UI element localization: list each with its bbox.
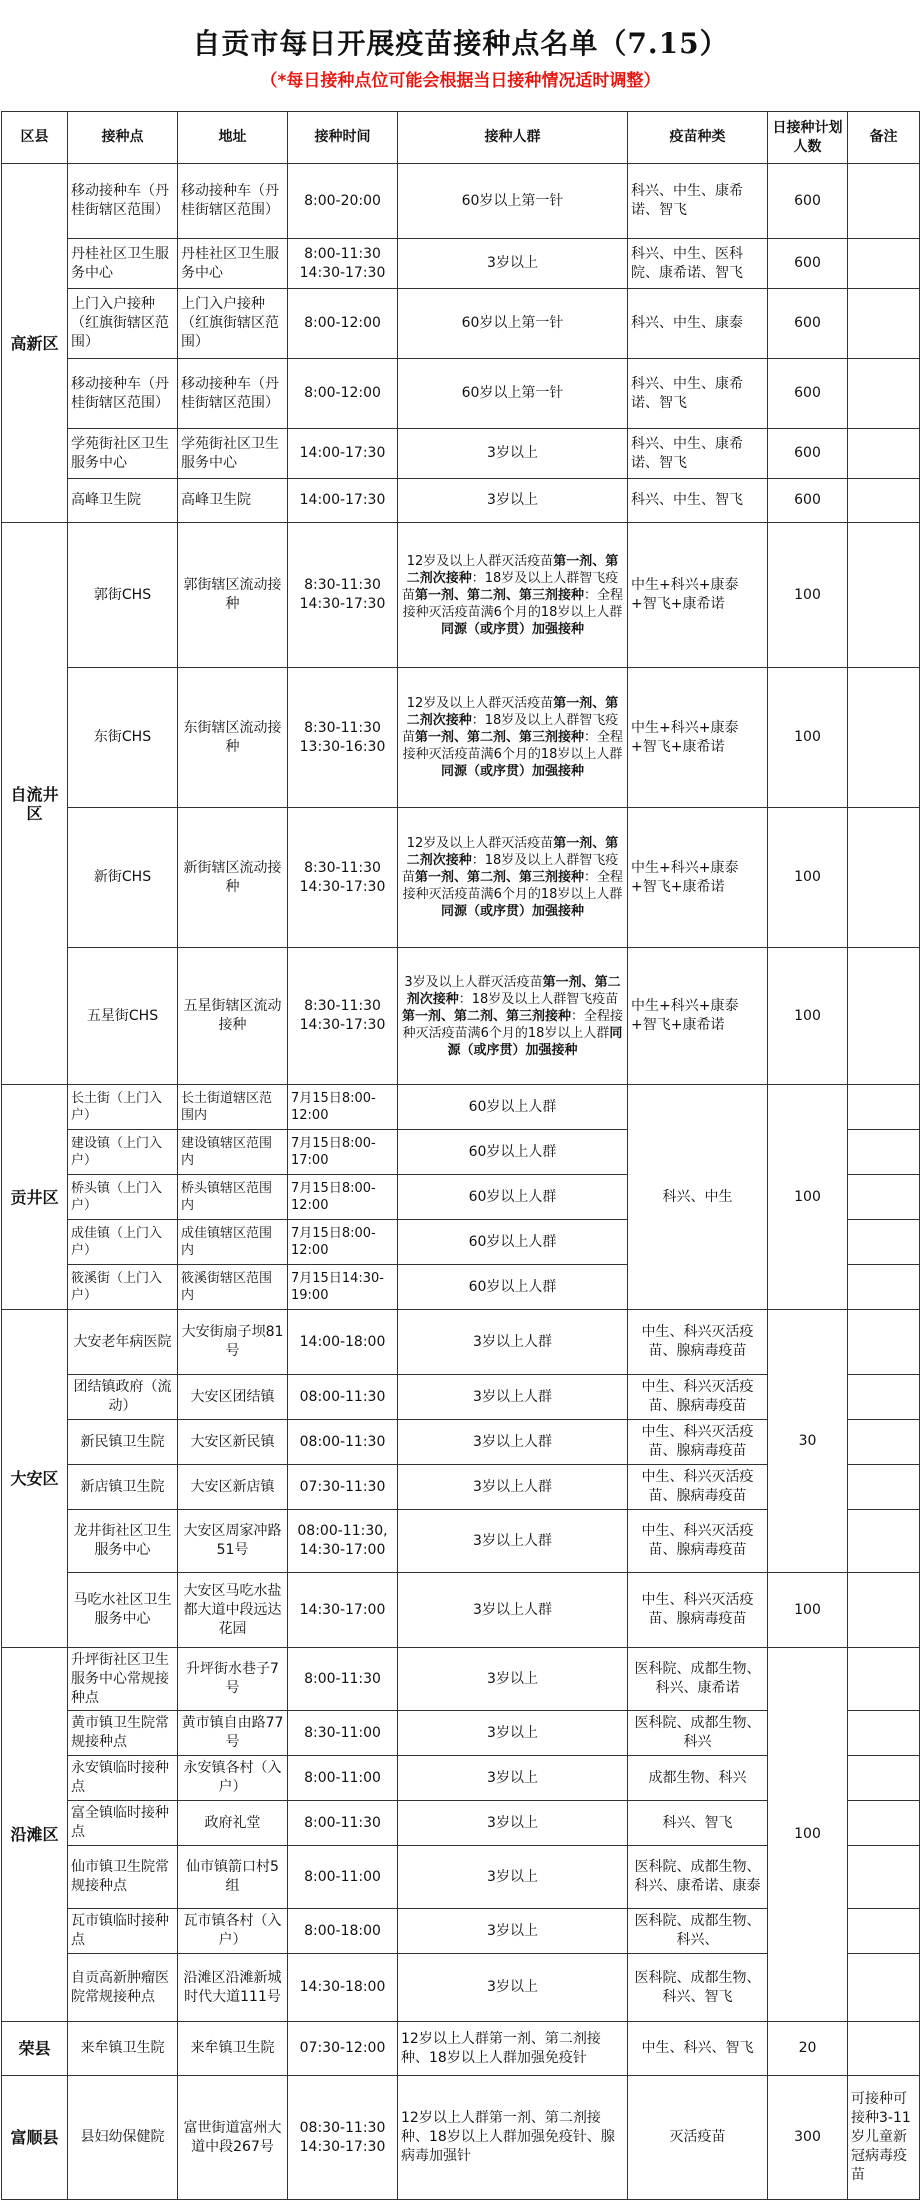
note-cell [848, 1130, 920, 1175]
plan-cell: 600 [768, 239, 848, 289]
crowd-cell: 3岁以上 [398, 239, 628, 289]
plan-cell: 300 [768, 2076, 848, 2200]
table-row [2, 808, 920, 948]
site-cell: 新街CHS [68, 808, 178, 948]
site-cell: 上门入户接种（红旗街辖区范围） [68, 289, 178, 359]
note-cell [848, 1220, 920, 1265]
table-row [2, 1648, 920, 1711]
note-cell [848, 479, 920, 523]
crowd-cell: 60岁以上第一针 [398, 289, 628, 359]
address-cell: 东街辖区流动接种 [178, 668, 288, 808]
site-cell: 筱溪街（上门入户） [68, 1265, 178, 1310]
site-cell: 自贡高新肿瘤医院常规接种点 [68, 1954, 178, 2022]
note-cell [848, 668, 920, 808]
time-cell: 7月15日14:30-19:00 [288, 1265, 398, 1310]
note-cell [848, 359, 920, 429]
table-row [2, 668, 920, 808]
crowd-cell: 12岁以上人群第一剂、第二剂接种、18岁以上人群加强免疫针、腺病毒加强针 [398, 2076, 628, 2200]
time-cell: 7月15日8:00-12:00 [288, 1085, 398, 1130]
crowd-cell: 3岁以上 [398, 1801, 628, 1846]
address-cell: 大安区团结镇 [178, 1375, 288, 1420]
vaccine-cell: 科兴、中生 [628, 1085, 768, 1310]
note-cell [848, 1648, 920, 1711]
site-cell: 长土街（上门入户） [68, 1085, 178, 1130]
site-cell: 桥头镇（上门入户） [68, 1175, 178, 1220]
site-cell: 来牟镇卫生院 [68, 2022, 178, 2076]
vaccine-cell: 中生+科兴+康泰+智飞+康希诺 [628, 808, 768, 948]
vaccine-cell: 科兴、中生、康泰 [628, 289, 768, 359]
address-cell: 来牟镇卫生院 [178, 2022, 288, 2076]
table-row [2, 239, 920, 289]
header-time: 接种时间 [288, 112, 398, 164]
crowd-cell: 3岁以上 [398, 1909, 628, 1954]
address-cell: 丹桂社区卫生服务中心 [178, 239, 288, 289]
site-cell: 丹桂社区卫生服务中心 [68, 239, 178, 289]
plan-cell: 30 [768, 1310, 848, 1573]
site-cell: 县妇幼保健院 [68, 2076, 178, 2200]
crowd-cell: 3岁及以上人群灭活疫苗第一剂、第二剂次接种：18岁及以上人群智飞疫苗第一剂、第二剂、第三剂接种：全程接种灭活疫苗满6个月的18岁以上人群同源（或序贯）加强接种 [398, 948, 628, 1085]
address-cell: 瓦市镇各村（入户） [178, 1909, 288, 1954]
site-cell: 新民镇卫生院 [68, 1420, 178, 1465]
note-cell [848, 429, 920, 479]
address-cell: 学苑街社区卫生服务中心 [178, 429, 288, 479]
crowd-cell: 3岁以上人群 [398, 1510, 628, 1573]
note-cell [848, 523, 920, 668]
time-cell: 07:30-12:00 [288, 2022, 398, 2076]
vaccine-cell: 中生、科兴、智飞 [628, 2022, 768, 2076]
vaccine-cell: 科兴、智飞 [628, 1801, 768, 1846]
district-cell: 沿滩区 [2, 1648, 68, 2022]
crowd-cell: 60岁以上第一针 [398, 164, 628, 239]
time-cell: 8:00-11:30 [288, 1801, 398, 1846]
time-cell: 8:00-18:00 [288, 1909, 398, 1954]
address-cell: 上门入户接种（红旗街辖区范围） [178, 289, 288, 359]
crowd-cell: 3岁以上 [398, 1648, 628, 1711]
note-cell [848, 1846, 920, 1909]
time-cell: 8:30-11:30 14:30-17:30 [288, 523, 398, 668]
address-cell: 桥头镇辖区范围内 [178, 1175, 288, 1220]
time-cell: 14:00-18:00 [288, 1310, 398, 1375]
time-cell: 07:30-11:30 [288, 1465, 398, 1510]
time-cell: 7月15日8:00-17:00 [288, 1130, 398, 1175]
crowd-cell: 60岁以上人群 [398, 1175, 628, 1220]
time-cell: 8:00-11:00 [288, 1846, 398, 1909]
site-cell: 学苑街社区卫生服务中心 [68, 429, 178, 479]
plan-cell: 100 [768, 1085, 848, 1310]
vaccine-cell: 中生、科兴灭活疫苗、腺病毒疫苗 [628, 1420, 768, 1465]
vaccine-cell: 中生、科兴灭活疫苗、腺病毒疫苗 [628, 1510, 768, 1573]
table-row [2, 523, 920, 668]
address-cell: 郭街辖区流动接种 [178, 523, 288, 668]
vaccine-cell: 科兴、中生、智飞 [628, 479, 768, 523]
site-cell: 成佳镇（上门入户） [68, 1220, 178, 1265]
plan-cell: 600 [768, 429, 848, 479]
vaccine-cell: 医科院、成都生物、科兴 [628, 1711, 768, 1756]
time-cell: 08:00-11:30 [288, 1420, 398, 1465]
site-cell: 新店镇卫生院 [68, 1465, 178, 1510]
site-cell: 郭街CHS [68, 523, 178, 668]
address-cell: 筱溪街辖区范围内 [178, 1265, 288, 1310]
district-cell: 富顺县 [2, 2076, 68, 2200]
crowd-cell: 3岁以上人群 [398, 1310, 628, 1375]
address-cell: 富世街道富州大道中段267号 [178, 2076, 288, 2200]
crowd-cell: 60岁以上人群 [398, 1085, 628, 1130]
header-crowd: 接种人群 [398, 112, 628, 164]
address-cell: 沿滩区沿滩新城时代大道111号 [178, 1954, 288, 2022]
crowd-cell: 12岁及以上人群灭活疫苗第一剂、第二剂次接种：18岁及以上人群智飞疫苗第一剂、第二剂、第三剂接种：全程接种灭活疫苗满6个月的18岁以上人群同源（或序贯）加强接种 [398, 523, 628, 668]
district-cell: 荣县 [2, 2022, 68, 2076]
header-plan: 日接种计划人数 [768, 112, 848, 164]
address-cell: 大安区马吃水盐都大道中段远达花园 [178, 1573, 288, 1648]
note-cell [848, 164, 920, 239]
time-cell: 8:30-11:30 14:30-17:30 [288, 808, 398, 948]
address-cell: 五星街辖区流动接种 [178, 948, 288, 1085]
address-cell: 大安区新店镇 [178, 1465, 288, 1510]
time-cell: 8:00-11:30 [288, 1648, 398, 1711]
vaccine-cell: 科兴、中生、康希诺、智飞 [628, 429, 768, 479]
time-cell: 8:30-11:30 13:30-16:30 [288, 668, 398, 808]
site-cell: 仙市镇卫生院常规接种点 [68, 1846, 178, 1909]
note-cell [848, 1954, 920, 2022]
vaccine-cell: 中生、科兴灭活疫苗、腺病毒疫苗 [628, 1573, 768, 1648]
vaccine-cell: 中生+科兴+康泰+智飞+康希诺 [628, 523, 768, 668]
vaccine-cell: 科兴、中生、康希诺、智飞 [628, 359, 768, 429]
table-row [2, 948, 920, 1085]
time-cell: 8:00-11:00 [288, 1756, 398, 1801]
crowd-cell: 60岁以上人群 [398, 1220, 628, 1265]
crowd-cell: 3岁以上人群 [398, 1420, 628, 1465]
table-row [2, 1085, 920, 1130]
address-cell: 长土街道辖区范围内 [178, 1085, 288, 1130]
address-cell: 升坪街水巷子7号 [178, 1648, 288, 1711]
crowd-cell: 3岁以上人群 [398, 1465, 628, 1510]
time-cell: 8:30-11:30 14:30-17:30 [288, 948, 398, 1085]
time-cell: 7月15日8:00-12:00 [288, 1175, 398, 1220]
address-cell: 移动接种车（丹桂街辖区范围） [178, 164, 288, 239]
address-cell: 移动接种车（丹桂街辖区范围） [178, 359, 288, 429]
time-cell: 8:00-12:00 [288, 359, 398, 429]
address-cell: 大安区新民镇 [178, 1420, 288, 1465]
note-cell [848, 1510, 920, 1573]
vaccine-cell: 医科院、成都生物、科兴、康希诺、康泰 [628, 1846, 768, 1909]
header-address: 地址 [178, 112, 288, 164]
time-cell: 08:00-11:30, 14:30-17:00 [288, 1510, 398, 1573]
table-row [2, 479, 920, 523]
note-cell [848, 1175, 920, 1220]
table-row [2, 1310, 920, 1375]
vaccine-cell: 中生+科兴+康泰+智飞+康希诺 [628, 948, 768, 1085]
crowd-cell: 60岁以上人群 [398, 1130, 628, 1175]
time-cell: 08:30-11:30 14:30-17:30 [288, 2076, 398, 2200]
time-cell: 14:00-17:30 [288, 479, 398, 523]
site-cell: 瓦市镇临时接种点 [68, 1909, 178, 1954]
address-cell: 大安区周家冲路51号 [178, 1510, 288, 1573]
district-cell: 贡井区 [2, 1085, 68, 1310]
district-cell: 自流井区 [2, 523, 68, 1085]
page-subtitle: （*每日接种点位可能会根据当日接种情况适时调整） [260, 71, 661, 91]
vaccine-cell: 中生、科兴灭活疫苗、腺病毒疫苗 [628, 1375, 768, 1420]
address-cell: 政府礼堂 [178, 1801, 288, 1846]
time-cell: 8:00-11:30 14:30-17:30 [288, 239, 398, 289]
note-cell [848, 1909, 920, 1954]
note-cell [848, 2022, 920, 2076]
site-cell: 大安老年病医院 [68, 1310, 178, 1375]
crowd-cell: 60岁以上人群 [398, 1265, 628, 1310]
site-cell: 东街CHS [68, 668, 178, 808]
note-cell [848, 808, 920, 948]
plan-cell: 100 [768, 523, 848, 668]
time-cell: 8:00-12:00 [288, 289, 398, 359]
site-cell: 高峰卫生院 [68, 479, 178, 523]
note-cell: 可接种可接种3-11岁儿童新冠病毒疫苗 [848, 2076, 920, 2200]
note-cell [848, 1375, 920, 1420]
table-row [2, 164, 920, 239]
site-cell: 永安镇临时接种点 [68, 1756, 178, 1801]
plan-cell: 600 [768, 289, 848, 359]
vaccine-cell: 医科院、成都生物、科兴、智飞 [628, 1954, 768, 2022]
site-cell: 团结镇政府（流动） [68, 1375, 178, 1420]
crowd-cell: 3岁以上 [398, 1756, 628, 1801]
site-cell: 五星街CHS [68, 948, 178, 1085]
crowd-cell: 3岁以上人群 [398, 1375, 628, 1420]
crowd-cell: 3岁以上 [398, 479, 628, 523]
site-cell: 龙井街社区卫生服务中心 [68, 1510, 178, 1573]
vaccine-cell: 中生+科兴+康泰+智飞+康希诺 [628, 668, 768, 808]
plan-cell: 600 [768, 359, 848, 429]
note-cell [848, 1801, 920, 1846]
header-note: 备注 [848, 112, 920, 164]
site-cell: 移动接种车（丹桂街辖区范围） [68, 164, 178, 239]
time-cell: 14:00-17:30 [288, 429, 398, 479]
crowd-cell: 3岁以上 [398, 1954, 628, 2022]
crowd-cell: 12岁及以上人群灭活疫苗第一剂、第二剂次接种：18岁及以上人群智飞疫苗第一剂、第二剂、第三剂接种：全程接种灭活疫苗满6个月的18岁以上人群同源（或序贯）加强接种 [398, 668, 628, 808]
plan-cell: 600 [768, 479, 848, 523]
header-district: 区县 [2, 112, 68, 164]
table-row [2, 1573, 920, 1648]
time-cell: 7月15日8:00-12:00 [288, 1220, 398, 1265]
plan-cell: 100 [768, 1648, 848, 2022]
header-site: 接种点 [68, 112, 178, 164]
plan-cell: 100 [768, 668, 848, 808]
note-cell [848, 1756, 920, 1801]
crowd-cell: 3岁以上人群 [398, 1573, 628, 1648]
time-cell: 8:00-20:00 [288, 164, 398, 239]
address-cell: 新街辖区流动接种 [178, 808, 288, 948]
address-cell: 成佳镇辖区范围内 [178, 1220, 288, 1265]
crowd-cell: 3岁以上 [398, 1711, 628, 1756]
note-cell [848, 1573, 920, 1648]
note-cell [848, 1465, 920, 1510]
crowd-cell: 3岁以上 [398, 429, 628, 479]
plan-cell: 100 [768, 948, 848, 1085]
note-cell [848, 289, 920, 359]
vaccine-cell: 中生、科兴灭活疫苗、腺病毒疫苗 [628, 1310, 768, 1375]
plan-cell: 100 [768, 1573, 848, 1648]
district-cell: 大安区 [2, 1310, 68, 1648]
header-row [2, 112, 920, 164]
site-cell: 马吃水社区卫生服务中心 [68, 1573, 178, 1648]
note-cell [848, 1085, 920, 1130]
address-cell: 仙市镇箭口村5组 [178, 1846, 288, 1909]
plan-cell: 100 [768, 808, 848, 948]
note-cell [848, 1265, 920, 1310]
crowd-cell: 60岁以上第一针 [398, 359, 628, 429]
note-cell [848, 1310, 920, 1375]
page-title: 自贡市每日开展疫苗接种点名单（7.15） [192, 27, 729, 60]
address-cell: 永安镇各村（入户） [178, 1756, 288, 1801]
address-cell: 高峰卫生院 [178, 479, 288, 523]
crowd-cell: 3岁以上 [398, 1846, 628, 1909]
vaccine-cell: 灭活疫苗 [628, 2076, 768, 2200]
table-row [2, 2076, 920, 2200]
plan-cell: 20 [768, 2022, 848, 2076]
vaccine-cell: 中生、科兴灭活疫苗、腺病毒疫苗 [628, 1465, 768, 1510]
table-row [2, 359, 920, 429]
site-cell: 移动接种车（丹桂街辖区范围） [68, 359, 178, 429]
table-row [2, 2022, 920, 2076]
site-cell: 黄市镇卫生院常规接种点 [68, 1711, 178, 1756]
time-cell: 8:30-11:00 [288, 1711, 398, 1756]
note-cell [848, 1420, 920, 1465]
note-cell [848, 948, 920, 1085]
vaccine-cell: 医科院、成都生物、科兴、 [628, 1909, 768, 1954]
table-row [2, 429, 920, 479]
crowd-cell: 12岁以上人群第一剂、第二剂接种、18岁以上人群加强免疫针 [398, 2022, 628, 2076]
site-cell: 富全镇临时接种点 [68, 1801, 178, 1846]
address-cell: 大安街扇子坝81号 [178, 1310, 288, 1375]
crowd-cell: 12岁及以上人群灭活疫苗第一剂、第二剂次接种：18岁及以上人群智飞疫苗第一剂、第二剂、第三剂接种：全程接种灭活疫苗满6个月的18岁以上人群同源（或序贯）加强接种 [398, 808, 628, 948]
time-cell: 14:30-18:00 [288, 1954, 398, 2022]
note-cell [848, 1711, 920, 1756]
time-cell: 14:30-17:00 [288, 1573, 398, 1648]
site-cell: 升坪街社区卫生服务中心常规接种点 [68, 1648, 178, 1711]
vaccine-cell: 科兴、中生、医科院、康希诺、智飞 [628, 239, 768, 289]
vaccination-table [1, 111, 920, 2200]
vaccine-cell: 成都生物、科兴 [628, 1756, 768, 1801]
vaccine-cell: 科兴、中生、康希诺、智飞 [628, 164, 768, 239]
vaccine-cell: 医科院、成都生物、科兴、康希诺 [628, 1648, 768, 1711]
plan-cell: 600 [768, 164, 848, 239]
table-row [2, 289, 920, 359]
header-vaccine: 疫苗种类 [628, 112, 768, 164]
time-cell: 08:00-11:30 [288, 1375, 398, 1420]
district-cell: 高新区 [2, 164, 68, 523]
address-cell: 建设镇辖区范围内 [178, 1130, 288, 1175]
note-cell [848, 239, 920, 289]
address-cell: 黄市镇自由路77号 [178, 1711, 288, 1756]
site-cell: 建设镇（上门入户） [68, 1130, 178, 1175]
